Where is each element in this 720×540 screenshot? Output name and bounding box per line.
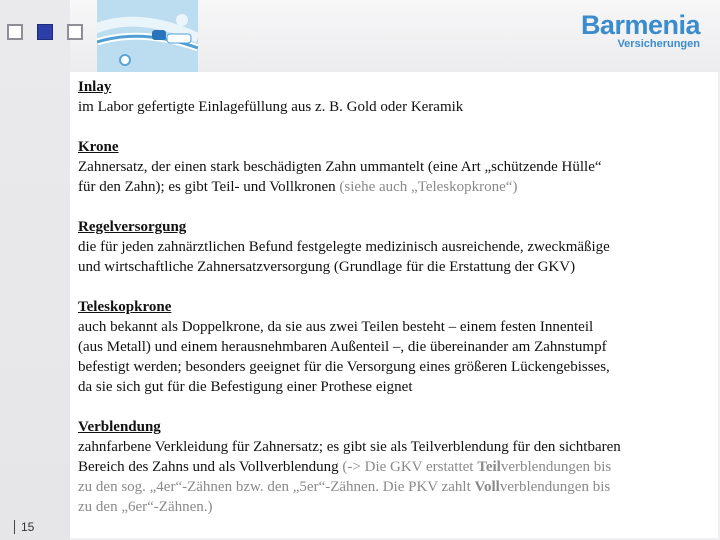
term-teleskopkrone: Teleskopkrone <box>78 299 172 315</box>
page-number <box>14 520 34 534</box>
def-verblendung-line2-wrap <box>78 457 708 477</box>
def-krone-line1: Zahnersatz, der einen stark beschädigten Zahn ummantelt (eine Art „schützende Hülle“ <box>78 159 602 175</box>
verblendung-note-line2-b: verblendungen bis <box>499 479 611 495</box>
def-teleskopkrone-line2: (aus Metall) und einem herausnehmbaren Außenteil –, die übereinander am Zahnstumpf <box>78 339 607 355</box>
nav-square-outline-icon <box>7 24 23 40</box>
def-verblendung-line1: zahnfarbene Verkleidung für Zahnersatz; es gibt sie als Teilverblendung für den sichtbaren <box>78 439 621 455</box>
toothbrush-icon <box>97 0 198 72</box>
barmenia-logo <box>581 12 700 50</box>
def-teleskopkrone-line1: auch bekannt als Doppelkrone, da sie aus zwei Teilen besteht – einem festen Innenteil <box>78 319 594 335</box>
term-verblendung: Verblendung <box>78 419 161 435</box>
term-regelversorgung: Regelversorgung <box>78 219 187 235</box>
verblendung-note-a: (-> Die GKV erstattet <box>342 459 478 475</box>
def-teleskopkrone-line3: befestigt werden; besonders geeignet für die Versorgung eines größeren Lückengebisses, <box>78 359 610 375</box>
logo-brand-text: Barmenia <box>580 10 700 40</box>
def-inlay: im Labor gefertigte Einlagefüllung aus z. B. Gold oder Keramik <box>78 99 464 115</box>
verblendung-note-b: verblendungen bis <box>500 459 612 475</box>
def-teleskopkrone-line4: da sie sich gut für die Befestigung einer Prothese eignet <box>78 379 413 395</box>
page-number-text: 15 <box>21 520 35 534</box>
def-regelversorgung-line1: die für jeden zahnärztlichen Befund festgelegte medizinisch ausreichende, zweckmäßige <box>78 239 610 255</box>
nav-square-filled-icon <box>37 24 53 40</box>
left-sidebar <box>0 0 70 540</box>
glossary-text <box>78 77 708 517</box>
term-krone: Krone <box>78 139 119 155</box>
def-verblendung-line2: Bereich des Zahns und als Vollverblendung <box>78 459 339 475</box>
verblendung-note-line2-a: zu den sog. „4er“-Zähnen bzw. den „5er“-Zähnen. Die PKV zahlt <box>78 479 475 495</box>
verblendung-note-bold-teil: Teil <box>477 459 501 475</box>
verblendung-note-bold-voll: Voll <box>474 479 500 495</box>
logo-subtitle-text: Versicherungen <box>617 38 700 50</box>
def-krone-line2: für den Zahn); es gibt Teil- und Vollkronen <box>78 179 336 195</box>
toothbrush-photo <box>97 0 198 72</box>
krone-note: (siehe auch „Teleskopkrone“) <box>339 179 518 195</box>
verblendung-note-line3: zu den „6er“-Zähnen.) <box>78 499 213 515</box>
def-krone-line2-wrap <box>78 177 708 197</box>
def-regelversorgung-line2: und wirtschaftliche Zahnersatzversorgung (Grundlage für die Erstattung der GKV) <box>78 259 576 275</box>
term-inlay: Inlay <box>78 79 112 95</box>
page-divider <box>14 520 15 534</box>
nav-square-outline-icon <box>67 24 83 40</box>
verblendung-note-line2-wrap <box>78 477 708 497</box>
